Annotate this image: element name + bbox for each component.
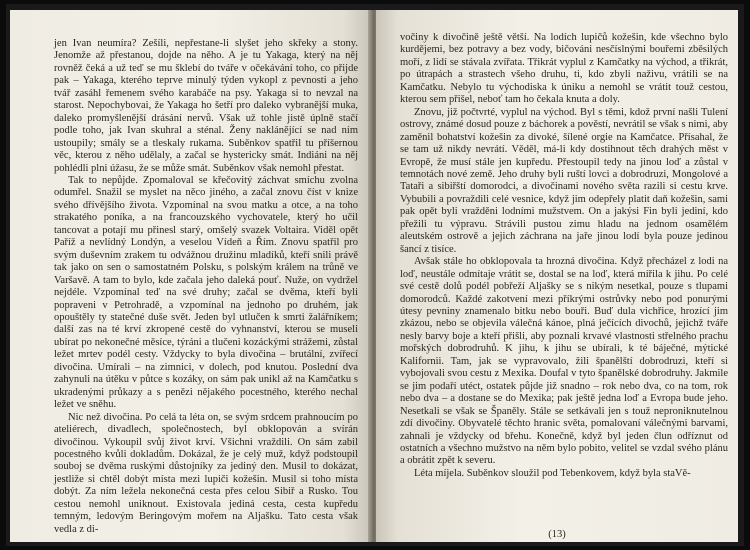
- right-paragraph-3: Avšak stále ho obklopovala ta hrozná divočina. Když přecházel z lodi na loď, neustále odmítaje vrátit se, dostal se na loď, která mířila k jihu. Po celé své cestě dolů podél pobřeží Aljašky se s nikým nesetkal, pouze s tlupami domorodců. Každé zakotvení mezi příkrými ostrůvky nebo pod ponurými útesy pevniny znamenalo bitku nebo bouři. Buď dula vichřice, hrozící jim zkázou, nebo se objevila válečná kánoe, plná ječících divochů, jejichž tváře nesly barvy boje a kteří přišli, aby poznali krvavé vlastnosti střelného prachu mořských dobrodruhů. K jihu, k jihu se ubírali, k té báječné, mýtické Kalifornii. Tam, jak se vypravovalo, žili španělští dobrodruzi, kteří si vybojovali svou cestu z Mexika. Doufal v tyto španělské dobrodruhy. Jakmile se jim podaří utéct, ostatek půjde již snadno – rok nebo dva, co na tom, rok nebo dva – a dostane se do Mexika; pak ještě jedna loď a Evropa bude jeho. Nesetkali se však se Španěly. Stále se setkávali jen s touž neproniknutelnou zdí divočiny. Obyvatelé těchto hranic světa, pomalovaní válečnými barvami, zahnali je vždycky od břehu. Konečně, když byl jeden člun odříznut od ostatních a všechno mužstvo na něm bylo pobito, velitel se vzdal svého plánu a obrátit zpět k severu.: [400, 256, 728, 467]
- book-spread: [6, 4, 744, 546]
- right-paragraph-4: Léta míjela. Suběnkov sloužil pod Tebenkovem, když byla staVě-: [414, 467, 691, 479]
- left-page: [10, 10, 372, 542]
- left-paragraph-1: jen Ivan neumíra? Zešíli, nepřestane-li slyšet jeho skřeky a stony. Jenomže až přestanou, dojde na něho. A je tu Yakaga, který na něj rovněž čeká a už teď se mu šklebí do tváře v očekávání toho, co přijde pak – Yakaga, kterého teprve minulý týden vykopl z pevnosti a jeho tvář zasáhl řemenem svého karabáče na psy. Yakaga si to nevzal na starost. Nepochybovai, že Yakaga ho šetří pro daleko vybranější muka, daleko promyšlenější drásání nervů. Však už tohle jistě úplně stačí podle toho, jak Ivan skuhral a sténal. Ženy naklánějící se nad ním ustoupily; smály se a tleskaly rukama. Suběnkov spatřil tu příšernou věc, kterou z něho udělaly, a začal se hystericky smát. Indiáni na něj pohlédli plni úžasu, že se může smát. Suběnkov však nemohl přestat.: [54, 38, 358, 174]
- right-paragraph-1: vočiny k divočině ještě větší. Na lodích lupičů kožešin, kde všechno bylo kurdějemi, bez potravy a bez vody, bičováni nesčíslnými bouřemi zběsilých moří, z lidí se stávala zvířata. Třikrát vyplul z Kamčatky na východ, a třikrát, po útrapách a strastech všeho druhu, ti, kdo zbyli naživu, vrátili se na Kamčatku. Nebylo tu východiska k úniku a nemohl se vrátit touž cestou, kterou sem přišel, neboť tam ho čekala knuta a doly.: [400, 32, 728, 106]
- right-page-text: [400, 32, 728, 480]
- left-paragraph-3: Nic než divočina. Po celá ta léta on, se svým srdcem prahnoucím po ateliérech, divadlech, společnostech, byl obklopován a svírán divočinou. Vykoupil svůj život krví. Všichni vraždili. On sám zabil pocestného kvůli dokladům. Dokázal, že je celý muž, když podstoupil souboj se dvěma ruskými důstojníky za jediný den. Musil to dokázat, jestliže si chtěl dobýt místa mezi lupiči kožešin. Musil si toho místa dobýt. Za ním ležela nekonečná cesta přes celou Sibiř a Rusko. Tou cestou nemohl uniknout. Existovala jediná cesta, cesta kupředu temným, ledovým Beringovým mořem na Aljašku. Tato cesta však vedla z di-: [54, 411, 358, 535]
- right-paragraph-2: Znovu, již počtvrté, vyplul na východ. Byl s těmi, kdož první našli Tulení ostrovy, známé dosud pouze z báchorek a pověstí, nevrátil se však s nimi, aby zaměnil bohatství kožešin za divoké, šílené orgie na Kamčatce. Přísahal, že se tam už nikdy nevrátí. Věděl, má-li kdy dostihnout těch drahých měst v Evropě, že musí stále jen kupředu. Přestoupil tedy na jinou loď a zůstal v temnotách nové země. Jeho druhy byli ruští lovci a dobrodruzi, Mongolové a Tataři a sibiřští domorodci, a divočinami nového světa razili si cestu krve. Vybubili a povraždili celé vesnice, když jim odepřely platit daň kožešin, sami pak opět byli vražděni lodními mužstvem. On a jakýsi Fin byli jediní, kdo přežili tu výpravu. Strávili pustou zimu hladu na jednom osamělém aleutském ostrově a jejich záchrana na jaře jinou lodí byla pouze jedinou šancí z tisíce.: [400, 106, 728, 255]
- left-paragraph-2: Tak to nepůjde. Zpomaloval se křečovitý záchvat smíchu zvolna odumřel. Snažil se myslet na něco jiného, a začal znovu číst v knize svého dřívějšího života. Vzpomínal na svou matku a otce, a na toho strakatého poníka, a na francouzského vychovatele, který ho učil tancovat a potají mu přinesl starý, omšelý svazek Voltaira. Viděl opět Paříž a nevlídný Londýn, a veselou Vídeň a Řím. Znovu spatřil pro svým duševním zrakem tu odvážnou družinu mladíků, kteří snili právě tak jako on sen o samostatném Polsku, s polským králem na trůně ve Varšavě. A tam to bylo, kde začala jeho daleká pouť. Nuže, on vydržel nejdéle. Vzpomínal teď na své druhy; začal se dvěma, kteří byli popraveni v Petrohradě, a vzpomínal na jednoho po druhém, jak opouštěly ty statečné duše svět. Jeden byl utlučen k smrti žalářníkem; další zas na té krví zkropené cestě do vyhnanství, kterou se museli ubírat po nekonečné měsíce, týráni a tlučeni kozáckými strážemi, zůstal ležet mrtev podél cesty. Vždycky to byla divočina – brutální, zvířecí divočina. Umírali – na zimnici, v dolech, pod knutou. Poslední dva zahynuli na útěku v půtce s kozáky, on sám pak unikl až na Kamčatku s ukradenými průkazy a s penězi nějakého pocestného, kterého nechal ležet ve sněhu.: [54, 174, 358, 411]
- page-number: (13): [548, 529, 566, 540]
- left-page-text: [54, 38, 358, 536]
- right-page: [376, 10, 738, 542]
